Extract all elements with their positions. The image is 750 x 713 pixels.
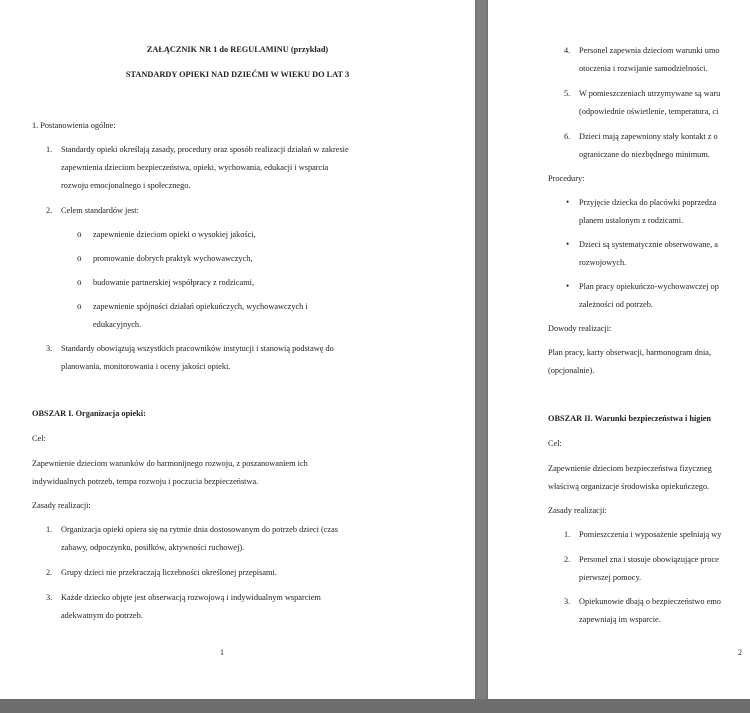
- paragraph-line: Standardy obowiązują wszystkich pracowników instytucji i stanowią podstawę do: [61, 344, 334, 353]
- paragraph-line: rozwoju emocjonalnego i społecznego.: [61, 181, 191, 190]
- paragraph-line: Zapewnienie dzieciom bezpieczeństwa fizyczneg: [548, 464, 712, 473]
- list-number: 4.: [564, 46, 571, 55]
- bullet-text: promowanie dobrych praktyk wychowawczych,: [93, 254, 253, 263]
- bullet-text: zapewnienie dzieciom opieki o wysokiej jakości,: [93, 230, 256, 239]
- procedures-label: Procedury:: [548, 174, 585, 183]
- evidence-label: Dowody realizacji:: [548, 324, 612, 333]
- document-page-2: [488, 0, 750, 699]
- attachment-title: ZAŁĄCZNIK NR 1 do REGULAMINU (przykład): [146, 45, 329, 54]
- disc-bullet-icon: •: [566, 239, 570, 249]
- rules-label: Zasady realizacji:: [32, 501, 91, 510]
- goal-label: Cel:: [548, 439, 562, 448]
- paragraph-line: W pomieszczeniach utrzymywane są waru: [579, 89, 721, 98]
- goal-label: Cel:: [32, 434, 46, 443]
- area-heading: OBSZAR I. Organizacja opieki:: [32, 409, 146, 418]
- paragraph-line: Organizacja opieki opiera się na rytmie dnia dostosowanym do potrzeb dzieci (czas: [61, 525, 339, 534]
- document-title: STANDARDY OPIEKI NAD DZIEĆMI W WIEKU DO LAT 3: [125, 70, 350, 79]
- viewer-bottom-bar: [0, 699, 750, 713]
- bullet-text: Przyjęcie dziecka do placówki poprzedza: [579, 198, 717, 207]
- paragraph-line: Celem standardów jest:: [61, 206, 139, 215]
- paragraph-line: Dzieci mają zapewniony stały kontakt z o: [579, 132, 718, 141]
- list-number: 1.: [46, 145, 53, 154]
- list-number: 3.: [46, 344, 53, 353]
- list-number: 3.: [46, 593, 53, 602]
- paragraph-line: otoczenia i rozwijanie samodzielności.: [579, 64, 708, 73]
- list-number: 2.: [564, 555, 571, 564]
- paragraph-line: (opcjonalnie).: [548, 366, 595, 375]
- page-number: 2: [738, 648, 742, 657]
- paragraph-line: Grupy dzieci nie przekraczają liczebności określonej przepisami.: [61, 568, 277, 577]
- paragraph-line: Standardy opieki określają zasady, procedury oraz sposób realizacji działań w zakresie: [61, 145, 349, 154]
- bullet-text: budowanie partnerskiej współpracy z rodzicami,: [93, 278, 255, 287]
- paragraph-line: pierwszej pomocy.: [579, 573, 642, 582]
- circle-bullet-icon: ο: [77, 229, 82, 239]
- bullet-text: Dzieci są systematycznie obserwowane, a: [579, 240, 718, 249]
- circle-bullet-icon: ο: [77, 301, 82, 311]
- paragraph-line: indywidualnych potrzeb, tempa rozwoju i poczucia bezpieczeństwa.: [32, 477, 259, 486]
- list-number: 5.: [564, 89, 571, 98]
- list-number: 6.: [564, 132, 571, 141]
- disc-bullet-icon: •: [566, 197, 570, 207]
- paragraph-line: Każde dziecko objęte jest obserwacją rozwojową i indywidualnym wsparciem: [61, 593, 321, 602]
- list-number: 2.: [46, 206, 53, 215]
- list-number: 3.: [564, 597, 571, 606]
- paragraph-line: Plan pracy, karty obserwacji, harmonogram dnia,: [548, 348, 712, 357]
- paragraph-line: Opiekunowie dbają o bezpieczeństwo emo: [579, 597, 721, 606]
- bullet-text: edukacyjnych.: [93, 320, 142, 329]
- paragraph-line: Zapewnienie dzieciom warunków do harmonijnego rozwoju, z poszanowaniem ich: [32, 459, 308, 468]
- bullet-text: Plan pracy opiekuńczo-wychowawczej op: [579, 282, 719, 291]
- paragraph-line: (odpowiednie oświetlenie, temperatura, ci: [579, 107, 719, 116]
- paragraph-line: ograniczane do niezbędnego minimum.: [579, 150, 710, 159]
- paragraph-line: zapewniają im wsparcie.: [579, 615, 661, 624]
- paragraph-line: adekwatnym do potrzeb.: [61, 611, 143, 620]
- paragraph-line: planowania, monitorowania i oceny jakości opieki.: [61, 362, 231, 371]
- paragraph-line: Personel zapewnia dzieciom warunki umo: [579, 46, 720, 55]
- bullet-text: rozwojowych.: [579, 258, 627, 267]
- circle-bullet-icon: ο: [77, 253, 82, 263]
- paragraph-line: zapewnienia dzieciom bezpieczeństwa, opieki, wychowania, edukacji i wsparcia: [61, 163, 329, 172]
- area-heading: OBSZAR II. Warunki bezpieczeństwa i higien: [548, 414, 712, 423]
- bullet-text: zapewnienie spójności działań opiekuńczych, wychowawczych i: [93, 302, 308, 311]
- bullet-text: planem ustalonym z rodzicami.: [579, 216, 684, 225]
- paragraph-line: Personel zna i stosuje obowiązujące proce: [579, 555, 719, 564]
- list-number: 2.: [46, 568, 53, 577]
- paragraph-line: zabawy, odpoczynku, posiłków, aktywności ruchowej).: [61, 543, 245, 552]
- disc-bullet-icon: •: [566, 281, 570, 291]
- circle-bullet-icon: ο: [77, 277, 82, 287]
- list-number: 1.: [46, 525, 53, 534]
- list-number: 1.: [564, 530, 571, 539]
- section-heading: 1. Postanowienia ogólne:: [32, 121, 116, 130]
- paragraph-line: właściwą organizacje środowiska opiekuńczego.: [548, 482, 710, 491]
- rules-label: Zasady realizacji:: [548, 506, 607, 515]
- bullet-text: zależności od potrzeb.: [579, 300, 653, 309]
- page-number: 1: [220, 648, 224, 657]
- paragraph-line: Pomieszczenia i wyposażenie spełniają wy: [579, 530, 722, 539]
